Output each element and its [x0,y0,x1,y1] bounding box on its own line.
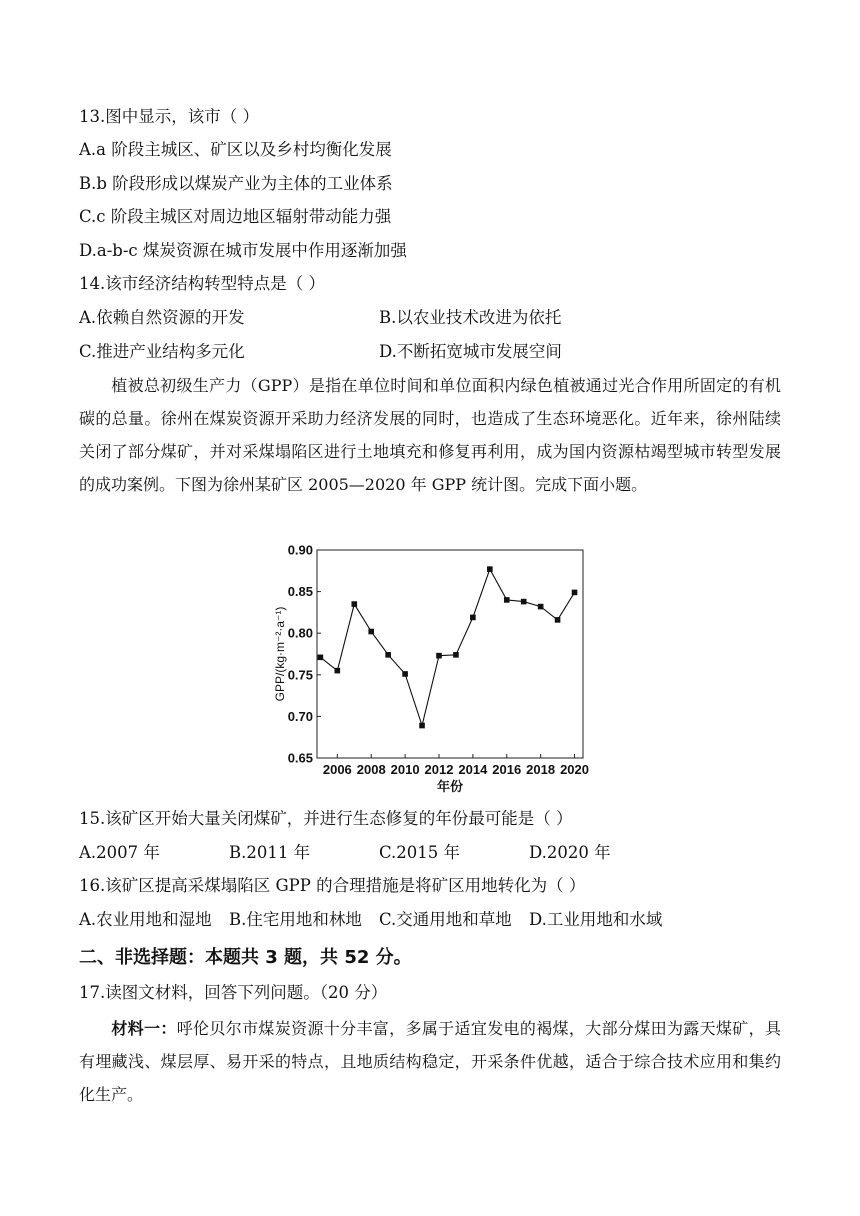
data-point [538,604,544,610]
data-point [504,597,510,603]
x-tick-label: 2012 [424,762,454,777]
data-point [419,723,425,729]
gpp-line-chart [262,538,602,800]
intro-paragraph [79,369,781,501]
q16-option-c: C.交通用地和草地 [379,910,512,929]
data-point [555,617,561,623]
x-tick-label: 2006 [322,762,352,777]
q14-option-c: C.推进产业结构多元化 [79,342,245,361]
data-point [436,653,442,659]
q14-stem: 14.该市经济结构转型特点是（ ） [79,274,325,293]
q13-option-a: A.a 阶段主城区、矿区以及乡村均衡化发展 [79,140,392,159]
q13-option-d: D.a-b-c 煤炭资源在城市发展中作用逐渐加强 [79,241,407,260]
q16-option-d: D.工业用地和水域 [529,910,663,929]
q14-option-d: D.不断拓宽城市发展空间 [379,342,562,361]
q14-option-a: A.依赖自然资源的开发 [79,308,245,327]
y-axis-label: GPP/(kg·m⁻²·a⁻¹) [273,606,287,702]
material-text: 呼伦贝尔市煤炭资源十分丰富，多属于适宜发电的褐煤，大部分煤田为露天煤矿，具有埋藏浅、煤层厚、易开采的特点，且地质结构稳定，开采条件优越，适合于综合技术应用和集约化生产。 [79,1019,781,1104]
x-tick-label: 2020 [560,762,589,777]
data-point [521,599,527,605]
data-point [402,671,408,677]
q15-option-d: D.2020 年 [529,843,611,862]
x-axis-ticks [323,754,589,777]
data-point [335,668,341,674]
y-tick-label: 0.85 [287,584,313,600]
y-axis-ticks [288,543,321,766]
x-tick-label: 2010 [390,762,420,777]
q16-option-a: A.农业用地和湿地 [79,910,212,929]
data-point [385,652,391,658]
q17-stem: 17.读图文材料，回答下列问题。（20 分） [79,983,388,1002]
data-point [453,652,459,658]
series-points [318,566,578,728]
q15-option-c: C.2015 年 [379,843,461,862]
y-tick-label: 0.90 [287,542,313,558]
x-tick-label: 2008 [356,762,386,777]
q14-option-b: B.以农业技术改进为依托 [379,308,562,327]
q16-option-b: B.住宅用地和林地 [229,910,362,929]
data-point [318,655,324,661]
x-tick-label: 2014 [458,762,488,777]
q16-stem: 16.该矿区提高采煤塌陷区 GPP 的合理措施是将矿区用地转化为（ ） [79,876,586,895]
q15-stem: 15.该矿区开始大量关闭煤矿，并进行生态修复的年份最可能是（ ） [79,809,573,828]
y-tick-label: 0.65 [287,750,313,766]
y-tick-label: 0.80 [287,625,313,641]
x-axis-label: 年份 [436,779,464,794]
data-point [572,590,578,596]
x-tick-label: 2016 [492,762,522,777]
section-heading: 二、非选择题：本题共 3 题，共 52 分。 [79,947,412,968]
q13-option-c: C.c 阶段主城区对周边地区辐射带动能力强 [79,207,392,226]
x-tick-label: 2018 [526,762,556,777]
q13-stem: 13.图中显示，该市（ ） [79,107,259,126]
q17-material [79,1012,781,1111]
q13-option-b: B.b 阶段形成以煤炭产业为主体的工业体系 [79,174,393,193]
y-tick-label: 0.70 [287,708,313,724]
chart-plot-frame [317,550,583,758]
q15-option-b: B.2011 年 [229,843,311,862]
material-label: 材料一： [111,1019,177,1038]
data-point [470,615,476,621]
series-line [320,569,574,725]
data-point [351,601,357,607]
y-tick-label: 0.75 [287,667,313,683]
data-point [368,629,374,635]
q15-option-a: A.2007 年 [79,843,160,862]
intro-text: 植被总初级生产力（GPP）是指在单位时间和单位面积内绿色植被通过光合作用所固定的有机碳的总量。徐州在煤炭资源开采助力经济发展的同时，也造成了生态环境恶化。近年来，徐州陆续关闭了部分煤矿，并对采煤塌陷区进行土地填充和修复再利用，成为国内资源枯竭型城市转型发展的成功案例。下图为徐州某矿区 2005—2020 年 GPP 统计图。完成下面小题。 [79,376,781,494]
data-point [487,566,493,572]
